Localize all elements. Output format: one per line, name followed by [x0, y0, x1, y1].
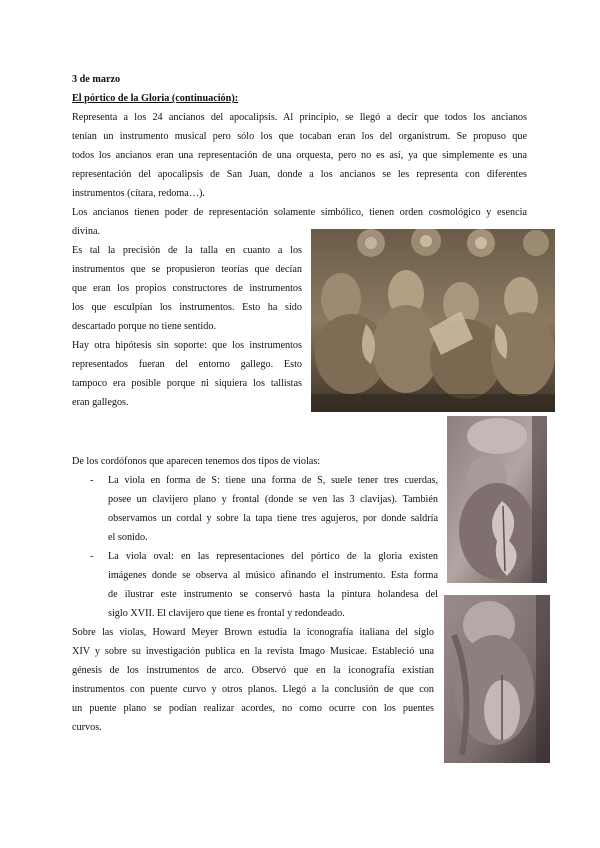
bullet-marker: - — [90, 475, 94, 486]
text-line: que eran los propios constructores de instrumentos — [72, 283, 302, 294]
text-line: Sobre las violas, Howard Meyer Brown estudia la iconografía italiana del siglo — [72, 627, 434, 638]
text-line: representados fueran del entorno gallego. Esto — [72, 359, 302, 370]
text-line: instrumentos con puente curvo y otros planos. Llegó a la conclusión de que con — [72, 684, 434, 695]
text-line: Los ancianos tienen poder de representación solamente simbólico, tienen orden cosmológico y esencia — [72, 207, 527, 218]
s-viola-sculpture-image — [447, 416, 547, 583]
text-line: de ilustrar este instrumento se conservó hasta la pintura holandesa del — [108, 589, 438, 600]
s-viola-sculpture-photo — [447, 416, 547, 583]
text-line: Hay otra hipótesis sin soporte: que los instrumentos — [72, 340, 302, 351]
text-line: tampoco era posible porque ni siquiera los tallistas — [72, 378, 302, 389]
text-line: Es tal la precisión de la talla en cuanto a los — [72, 245, 302, 256]
text-line: observamos un cordal y sobre la tapa tiene tres agujeros, por donde saldría — [108, 513, 438, 524]
text-line: el sonido. — [108, 532, 148, 543]
oval-viola-sculpture-photo — [444, 595, 550, 763]
text-line: La viola en forma de S: tiene una forma de S, suele tener tres cuerdas, — [108, 475, 438, 486]
text-line: descartado porque no tiene sentido. — [72, 321, 216, 332]
text-line: divina. — [72, 226, 101, 237]
paragraph-5: De los cordófonos que aparecen tenemos dos tipos de violas: — [72, 456, 321, 467]
text-line: Representa a los 24 ancianos del apocalipsis. Al principio, se llegó a decir que todos los ancianos — [72, 112, 527, 123]
text-line: XIV y sobre su investigación publica en la revista Imago Musicae. Estableció una — [72, 646, 434, 657]
text-line: instrumentos que se propusieron teorías que decían — [72, 264, 302, 275]
oval-viola-sculpture-image — [444, 595, 550, 763]
text-line: siglo XVII. El clavijero que tiene es frontal y redondeado. — [108, 608, 345, 619]
elders-sculpture-photo — [311, 229, 555, 412]
text-line: eran gallegos. — [72, 397, 129, 408]
bullet-marker: - — [90, 551, 94, 562]
text-line: instrumentos (cítara, redoma…). — [72, 188, 205, 199]
section-heading: El pórtico de la Gloria (continuación): — [72, 93, 239, 104]
text-line: los que esculpían los instrumentos. Esto ha sido — [72, 302, 302, 313]
elders-sculpture-image — [311, 229, 555, 412]
text-line: todos los ancianos eran una representación de una orquesta, pero no es así, ya que simplemente es una — [72, 150, 527, 161]
text-line: representación del apocalipsis de San Juan, donde a los ancianos se les representa con diferentes — [72, 169, 527, 180]
text-line: posee un clavijero plano y frontal (donde se ven las 3 clavijas). También — [108, 494, 438, 505]
text-line: imágenes donde se observa al músico afinando el instrumento. Esta forma — [108, 570, 438, 581]
text-line: La viola oval: en las representaciones del pórtico de la gloria existen — [108, 551, 438, 562]
text-line: tenían un instrumento musical pero sólo los que tocaban eran los del organistrum. Se propuso que — [72, 131, 527, 142]
page-date: 3 de marzo — [72, 74, 121, 85]
text-line: génesis de los instrumentos de arco. Observó que en la iconografía existían — [72, 665, 434, 676]
text-line: curvos. — [72, 722, 102, 733]
text-line: un puente plano se podían realizar acordes, no como ocurre con los puentes — [72, 703, 434, 714]
